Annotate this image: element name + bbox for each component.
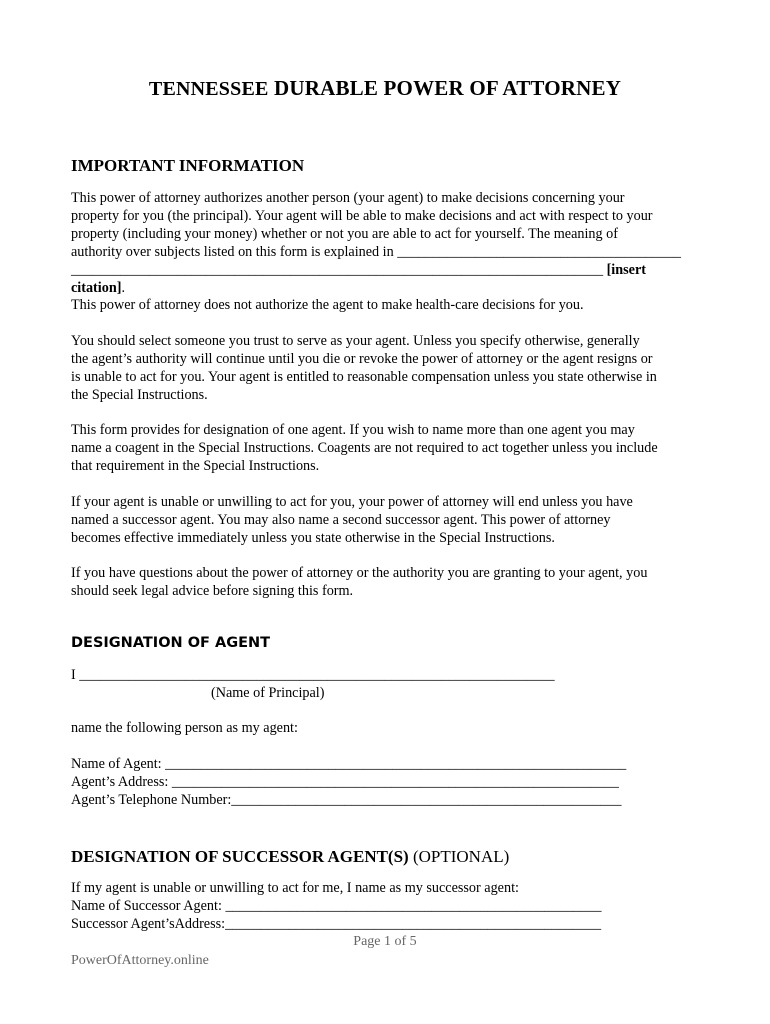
successor-info-line: named a successor agent. You may also name a second successor agent. This power of attorney xyxy=(71,512,611,528)
successor-info-line: If your agent is unable or unwilling to act for you, your power of attorney will end unless you have xyxy=(71,494,633,510)
title-state: TENNESSEE xyxy=(148,78,269,100)
citation-blank: ___________________________________________________________________________ xyxy=(71,262,604,278)
principal-name-field[interactable]: I ___________________________________________________________________ xyxy=(71,667,555,683)
intro-line: property for you (the principal). Your agent will be able to make decisions and act with respect to your xyxy=(71,208,653,224)
successor-intro-text: If my agent is unable or unwilling to act for me, I name as my successor agent: xyxy=(71,880,519,896)
successor-heading-optional: (OPTIONAL) xyxy=(408,847,510,866)
intro-line: authority over subjects listed on this form is explained in ________________________________________ xyxy=(71,244,682,260)
select-agent-line: the Special Instructions. xyxy=(71,387,208,403)
successor-info-line: becomes effective immediately unless you state otherwise in the Special Instructions. xyxy=(71,530,555,546)
agent-name-field[interactable]: Name of Agent: _________________________________________________________________ xyxy=(71,756,627,772)
citation-line xyxy=(71,261,701,297)
coagent-line: This form provides for designation of one agent. If you wish to name more than one agent you may xyxy=(71,422,635,438)
citation-placeholder: [insert citation] xyxy=(71,262,646,296)
coagent-line: that requirement in the Special Instructions. xyxy=(71,458,320,474)
page-number: Page 1 of 5 xyxy=(353,934,417,949)
select-agent-line: is unable to act for you. Your agent is entitled to reasonable compensation unless you state otherwise in xyxy=(71,369,657,385)
coagent-paragraph xyxy=(71,421,701,475)
site-footer: PowerOfAttorney.online xyxy=(71,953,209,968)
legal-advice-line: If you have questions about the power of attorney or the authority you are granting to your agent, you xyxy=(71,565,648,581)
successor-info-paragraph xyxy=(71,493,701,547)
successor-heading-bold: DESIGNATION OF SUCCESSOR AGENT(S) xyxy=(71,847,409,866)
legal-advice-line: should seek legal advice before signing this form. xyxy=(71,583,354,599)
health-care-text: This power of attorney does not authorize the agent to make health-care decisions for you. xyxy=(71,297,584,313)
important-information-heading: IMPORTANT INFORMATION xyxy=(71,156,305,175)
intro-paragraph xyxy=(71,189,701,297)
principal-name-label: (Name of Principal) xyxy=(211,685,325,701)
title-main: DURABLE POWER OF ATTORNEY xyxy=(274,76,622,100)
citation-period: . xyxy=(121,280,125,296)
select-agent-line: You should select someone you trust to serve as your agent. Unless you specify otherwise, generally xyxy=(71,333,640,349)
successor-agent-heading xyxy=(71,847,509,867)
agent-phone-field[interactable]: Agent’s Telephone Number:_______________________________________________________ xyxy=(71,792,622,808)
designation-of-agent-heading: DESIGNATION OF AGENT xyxy=(71,635,271,651)
select-agent-paragraph xyxy=(71,332,701,404)
legal-advice-paragraph xyxy=(71,564,701,600)
agent-address-field[interactable]: Agent’s Address: _______________________________________________________________ xyxy=(71,774,619,790)
select-agent-line: the agent’s authority will continue until you die or revoke the power of attorney or the agent resigns or xyxy=(71,351,653,367)
document-title xyxy=(0,76,770,101)
successor-address-field[interactable]: Successor Agent’sAddress:_____________________________________________________ xyxy=(71,916,602,932)
name-following-text: name the following person as my agent: xyxy=(71,720,298,736)
successor-name-field[interactable]: Name of Successor Agent: _____________________________________________________ xyxy=(71,898,602,914)
health-care-paragraph xyxy=(71,296,701,314)
intro-line: This power of attorney authorizes another person (your agent) to make decisions concerning your xyxy=(71,190,625,206)
intro-line: property (including your money) whether or not you are able to act for yourself. The meaning of xyxy=(71,226,618,242)
coagent-line: name a coagent in the Special Instructions. Coagents are not required to act together unless you include xyxy=(71,440,658,456)
